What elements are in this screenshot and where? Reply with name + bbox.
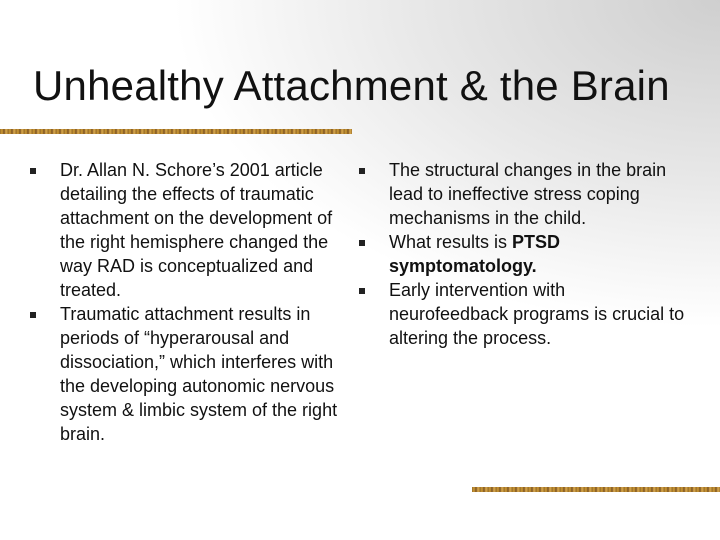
bullet-text-bold: PTSD symptomatology.: [389, 232, 561, 276]
list-item: [357, 278, 687, 350]
square-bullet-icon: [30, 312, 36, 318]
title-divider: [0, 129, 352, 134]
square-bullet-icon: [359, 168, 365, 174]
bullet-text: Dr. Allan N. Schore’s 2001 article detailing the effects of traumatic attachment on the development of the right hemisphere changed the way RAD is conceptualized and treated.: [60, 160, 333, 300]
right-bullet-list: [357, 158, 687, 350]
square-bullet-icon: [359, 288, 365, 294]
left-bullet-list: [28, 158, 343, 446]
footer-divider: [472, 487, 720, 492]
list-item: [28, 302, 343, 446]
list-item: [357, 158, 687, 230]
list-item: [28, 158, 343, 302]
square-bullet-icon: [359, 240, 365, 246]
bullet-text: The structural changes in the brain lead to ineffective stress coping mechanisms in the child.: [389, 160, 667, 228]
right-column: [357, 158, 687, 350]
bullet-text-prefix: What results is: [389, 232, 513, 252]
square-bullet-icon: [30, 168, 36, 174]
list-item: [357, 230, 687, 278]
slide-title: Unhealthy Attachment & the Brain: [33, 62, 670, 109]
bullet-text: Early intervention with neurofeedback programs is crucial to altering the process.: [389, 280, 685, 348]
bullet-text: Traumatic attachment results in periods of “hyperarousal and dissociation,” which interferes with the developing autonomic nervous system & limbic system of the right brain.: [60, 304, 338, 444]
left-column: [28, 158, 343, 446]
